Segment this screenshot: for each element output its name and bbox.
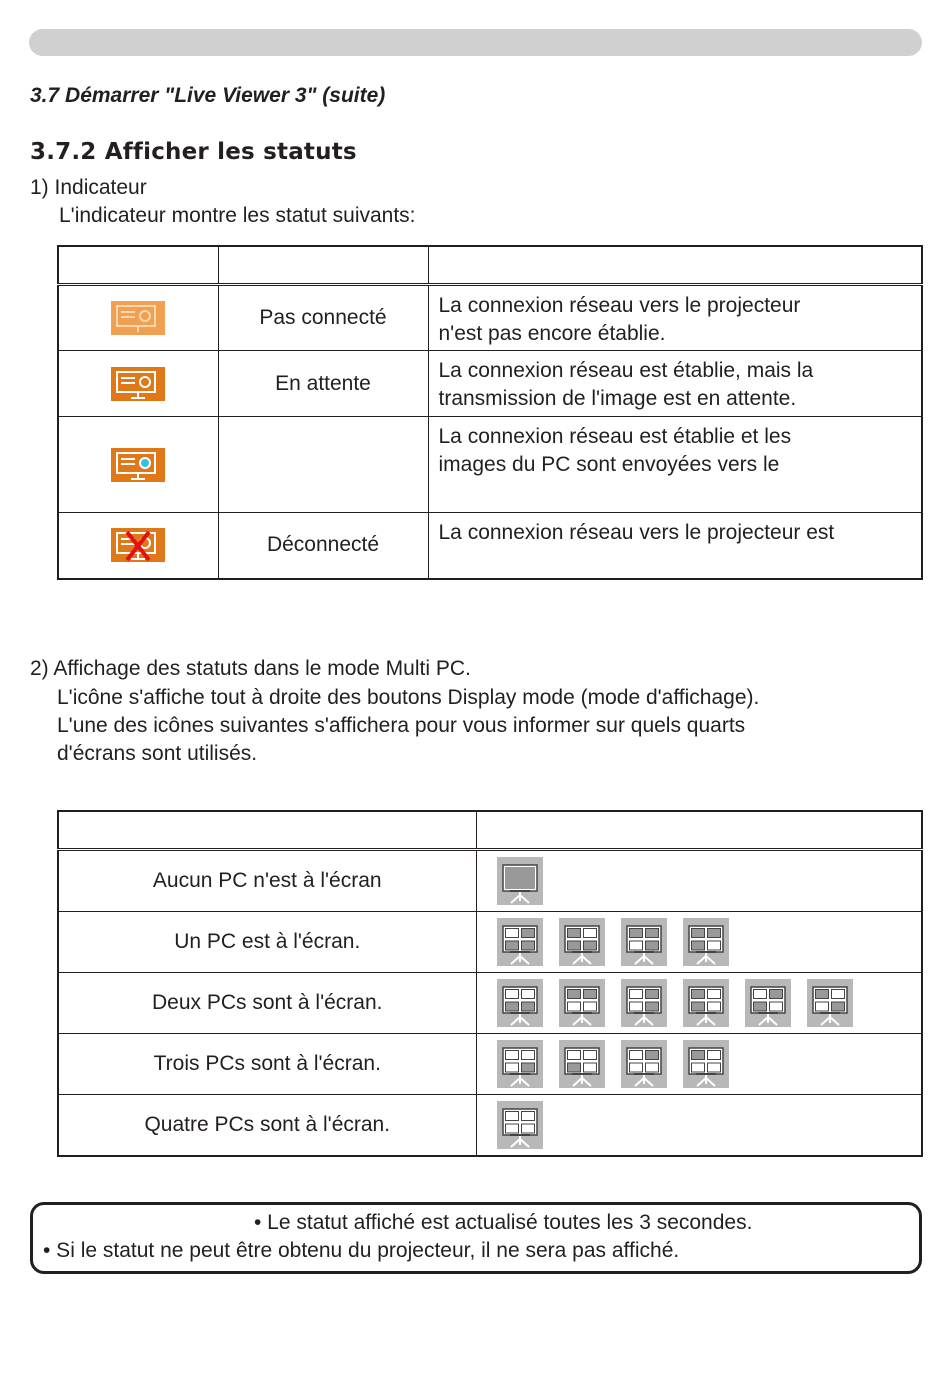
note-line: • Si le statut ne peut être obtenu du projecteur, il ne sera pas affiché. [43,1239,680,1262]
multipc-label: Aucun PC n'est à l'écran [58,850,476,912]
table-row [58,850,922,912]
multipc-screen-icon [621,979,667,1027]
table-row [58,912,922,973]
note-line: • Le statut affiché est actualisé toutes les 3 secondes. [254,1211,753,1234]
projector-disconnected-x-icon [58,513,218,579]
projector-waiting-icon [58,351,218,417]
multipc-screen-icon [683,1040,729,1088]
part2-line: L'une des icônes suivantes s'affichera pour vous informer sur quels quarts [57,714,746,737]
multipc-screen-icon [559,1040,605,1088]
table-row [58,1095,922,1157]
status-desc-line: La connexion réseau est établie et les [438,425,792,448]
multipc-label: Trois PCs sont à l'écran. [58,1034,476,1095]
table-row [58,417,922,513]
multipc-screen-icon [621,1040,667,1088]
note-box [30,1202,922,1274]
header-bar [29,29,922,56]
multipc-screen-icon [497,979,543,1027]
status-desc-line: La connexion réseau vers le projecteur est [438,521,835,544]
multipc-table [57,810,923,1157]
multipc-screen-icon [621,918,667,966]
status-desc-line: La connexion réseau est établie, mais la [438,359,814,382]
multipc-screen-icon [497,857,543,905]
multipc-label: Un PC est à l'écran. [58,912,476,973]
table-header-row [58,246,922,285]
part1-intro: L'indicateur montre les statut suivants: [59,204,416,227]
page-heading: 3.7.2 Afficher les statuts [30,139,357,165]
projector-sending-icon [58,417,218,513]
multipc-screen-icon [683,979,729,1027]
multipc-label: Quatre PCs sont à l'écran. [58,1095,476,1157]
status-label: Pas connecté [218,285,428,351]
section-title: 3.7 Démarrer "Live Viewer 3" (suite) [30,84,386,107]
table-header-row [58,811,922,850]
multipc-screen-icon [497,918,543,966]
multipc-screen-icon [497,1040,543,1088]
multipc-screen-icon [559,979,605,1027]
part2-line: L'icône s'affiche tout à droite des boutons Display mode (mode d'affichage). [57,686,760,709]
status-desc-line: images du PC sont envoyées vers le [438,453,780,476]
status-desc-line: transmission de l'image est en attente. [438,387,797,410]
part2-line: d'écrans sont utilisés. [57,742,258,765]
table-row [58,285,922,351]
projector-disconnected-icon [58,285,218,351]
multipc-screen-icon [497,1101,543,1149]
part1-label: 1) Indicateur [30,176,147,199]
multipc-label: Deux PCs sont à l'écran. [58,973,476,1034]
status-label: Déconnecté [218,513,428,579]
status-label: En attente [218,351,428,417]
multipc-screen-icon [745,979,791,1027]
status-desc-line: n'est pas encore établie. [438,322,666,345]
multipc-screen-icon [559,918,605,966]
table-row [58,1034,922,1095]
multipc-screen-icon [807,979,853,1027]
table-row [58,351,922,417]
status-desc-line: La connexion réseau vers le projecteur [438,294,801,317]
indicator-table [57,245,923,580]
table-row [58,973,922,1034]
part2-label: 2) Affichage des statuts dans le mode Multi PC. [30,657,471,680]
table-row [58,513,922,579]
multipc-screen-icon [683,918,729,966]
status-label [218,417,428,513]
